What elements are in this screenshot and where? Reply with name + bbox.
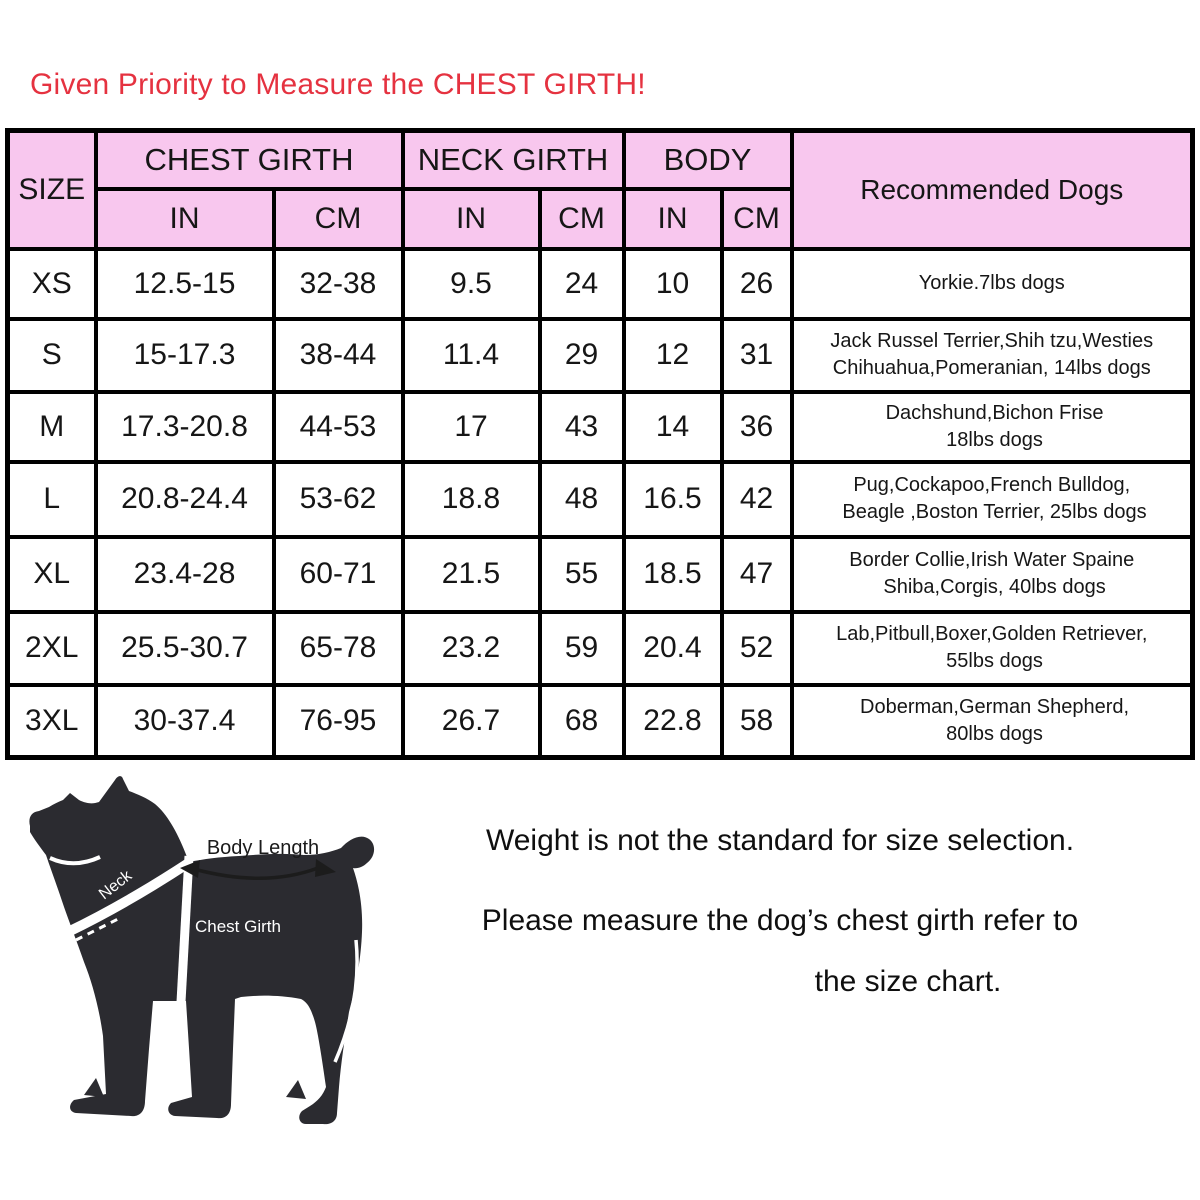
dogs-line: 55lbs dogs <box>940 650 1043 672</box>
body-in-cell: 14 <box>624 392 722 462</box>
dogs-line: Dachshund,Bichon Frise <box>880 401 1104 424</box>
size-cell: 2XL <box>8 612 96 685</box>
chest-cm-cell: 60-71 <box>274 537 403 612</box>
note-measure: Please measure the dog’s chest girth refer to <box>481 904 1079 937</box>
body-cm-cell: 31 <box>722 319 792 392</box>
size-cell: S <box>8 319 96 392</box>
chest-girth-label: Chest Girth <box>195 917 281 936</box>
chest-in-cell: 25.5-30.7 <box>96 612 274 685</box>
neck-cm-cell: 59 <box>540 612 624 685</box>
dogs-line: Lab,Pitbull,Boxer,Golden Retriever, <box>836 623 1148 645</box>
recommended-dogs-cell <box>792 612 1193 685</box>
neck-in-cell: 26.7 <box>403 685 540 758</box>
dogs-line: Doberman,German Shepherd, <box>854 695 1130 718</box>
neck-cm-cell: 29 <box>540 319 624 392</box>
recommended-dogs-cell <box>792 249 1193 319</box>
dog-measurement-diagram <box>18 768 380 1140</box>
unit-header-neck-cm: CM <box>540 189 624 249</box>
neck-in-cell: 21.5 <box>403 537 540 612</box>
neck-in-cell: 18.8 <box>403 462 540 537</box>
neck-cm-cell: 48 <box>540 462 624 537</box>
body-in-cell: 10 <box>624 249 722 319</box>
body-in-cell: 22.8 <box>624 685 722 758</box>
size-cell: XS <box>8 249 96 319</box>
recommended-dogs-cell <box>792 462 1193 537</box>
chest-in-cell: 23.4-28 <box>96 537 274 612</box>
note-weight: Weight is not the standard for size selection. <box>485 824 1075 857</box>
dogs-line: Pug,Cockapoo,French Bulldog, <box>853 474 1131 496</box>
unit-header-chest-in: IN <box>96 189 274 249</box>
body-cm-cell: 36 <box>722 392 792 462</box>
column-header-size: SIZE <box>8 131 96 249</box>
size-cell: L <box>8 462 96 537</box>
front-dewclaw <box>84 1078 104 1097</box>
body-cm-cell: 52 <box>722 612 792 685</box>
recommended-dogs-cell <box>792 319 1193 392</box>
body-cm-cell: 42 <box>722 462 792 537</box>
neck-in-cell: 11.4 <box>403 319 540 392</box>
table-row <box>8 537 1193 612</box>
chest-cm-cell: 38-44 <box>274 319 403 392</box>
neck-cm-cell: 55 <box>540 537 624 612</box>
chest-cm-cell: 32-38 <box>274 249 403 319</box>
table-row <box>8 319 1193 392</box>
dogs-line: Beagle ,Boston Terrier, 25lbs dogs <box>836 501 1147 523</box>
dogs-line: 18lbs dogs <box>940 428 1043 451</box>
body-in-cell: 16.5 <box>624 462 722 537</box>
body-cm-cell: 47 <box>722 537 792 612</box>
dogs-line: Yorkie.7lbs dogs <box>918 272 1065 294</box>
neck-in-cell: 23.2 <box>403 612 540 685</box>
neck-in-cell: 17 <box>403 392 540 462</box>
neck-cm-cell: 24 <box>540 249 624 319</box>
table-row <box>8 685 1193 758</box>
chest-in-cell: 20.8-24.4 <box>96 462 274 537</box>
size-chart-table <box>5 128 1195 760</box>
size-cell: XL <box>8 537 96 612</box>
unit-header-chest-cm: CM <box>274 189 403 249</box>
recommended-dogs-cell <box>792 685 1193 758</box>
priority-note: Given Priority to Measure the CHEST GIRTH! <box>30 68 646 101</box>
chest-in-cell: 12.5-15 <box>96 249 274 319</box>
body-in-cell: 12 <box>624 319 722 392</box>
note-size-chart: the size chart. <box>814 965 1002 998</box>
unit-header-neck-in: IN <box>403 189 540 249</box>
dogs-line: 80lbs dogs <box>940 722 1043 745</box>
chest-in-cell: 15-17.3 <box>96 319 274 392</box>
dogs-line: Jack Russel Terrier,Shih tzu,Westies <box>830 330 1154 352</box>
table-row <box>8 392 1193 462</box>
size-cell: M <box>8 392 96 462</box>
body-cm-cell: 58 <box>722 685 792 758</box>
chest-cm-cell: 65-78 <box>274 612 403 685</box>
neck-cm-cell: 43 <box>540 392 624 462</box>
table-row <box>8 462 1193 537</box>
chest-cm-cell: 53-62 <box>274 462 403 537</box>
neck-cm-cell: 68 <box>540 685 624 758</box>
table-row <box>8 249 1193 319</box>
chest-in-cell: 17.3-20.8 <box>96 392 274 462</box>
body-length-label: Body Length <box>206 837 320 859</box>
recommended-dogs-cell <box>792 537 1193 612</box>
chest-cm-cell: 76-95 <box>274 685 403 758</box>
dogs-line: Chihuahua,Pomeranian, 14lbs dogs <box>832 357 1151 379</box>
unit-header-body-cm: CM <box>722 189 792 249</box>
dogs-line: Shiba,Corgis, 40lbs dogs <box>877 576 1106 598</box>
neck-label: Neck <box>95 867 136 904</box>
neck-in-cell: 9.5 <box>403 249 540 319</box>
body-in-cell: 20.4 <box>624 612 722 685</box>
unit-header-body-in: IN <box>624 189 722 249</box>
column-header-recommended-dogs: Recommended Dogs <box>792 131 1193 249</box>
dog-silhouette <box>29 776 374 1124</box>
recommended-dogs-cell <box>792 392 1193 462</box>
chest-cm-cell: 44-53 <box>274 392 403 462</box>
column-group-chest-girth: CHEST GIRTH <box>96 131 403 189</box>
body-in-cell: 18.5 <box>624 537 722 612</box>
column-group-neck-girth: NECK GIRTH <box>403 131 624 189</box>
body-cm-cell: 26 <box>722 249 792 319</box>
dogs-line: Border Collie,Irish Water Spaine <box>849 549 1135 571</box>
column-group-body: BODY <box>624 131 792 189</box>
table-row <box>8 612 1193 685</box>
chest-in-cell: 30-37.4 <box>96 685 274 758</box>
size-cell: 3XL <box>8 685 96 758</box>
sizing-notes <box>395 824 1165 999</box>
rear-dewclaw <box>286 1080 306 1099</box>
